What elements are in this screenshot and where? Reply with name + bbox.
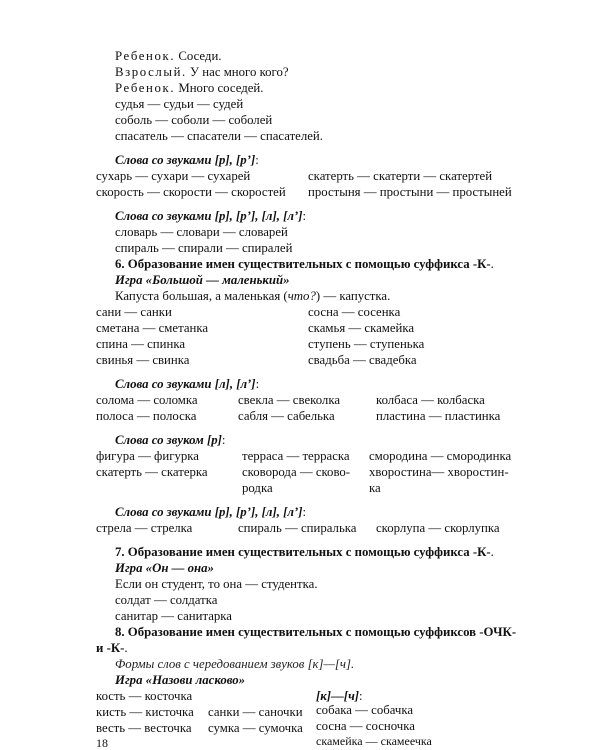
word-triple: спасатель — спасатели — спасателей.: [115, 129, 323, 143]
word-item: спираль — спирали — спиралей: [115, 241, 293, 255]
text-line: санитар — санитарка: [115, 609, 232, 623]
word-cell: свинья — свинка: [96, 353, 190, 367]
word-cell: фигура — фигурка: [96, 449, 199, 463]
text-line: солдат — солдатка: [115, 593, 218, 607]
exercise-title: 6. Образование имен существительных с помощью суффикса -К-.: [115, 257, 494, 271]
section-heading: Слова со звуками [р], [р’]:: [115, 153, 259, 167]
word-cell: скамейка — скамеечка: [316, 734, 432, 748]
note-line: Формы слов с чередованием звуков [к]—[ч].: [115, 657, 355, 671]
word-triple: судья — судьи — судей: [115, 97, 244, 111]
word-cell: сухарь — сухари — сухарей: [96, 169, 251, 183]
word-cell: кость — косточка: [96, 689, 193, 703]
word-cell: скатерть — скатерти — скатертей: [308, 169, 493, 183]
word-cell: свадьба — свадебка: [308, 353, 417, 367]
word-cell: ступень — ступенька: [308, 337, 425, 351]
prompt-line: Капуста большая, а маленькая (что?) — капустка.: [115, 289, 391, 303]
word-cell: сковорода — сково-: [242, 465, 351, 479]
word-cell: сосна — сосенка: [308, 305, 401, 319]
exercise-title: 7. Образование имен существительных с помощью суффикса -К-.: [115, 545, 494, 559]
word-cell: собака — собачка: [316, 703, 414, 717]
game-title: Игра «Назови ласково»: [115, 673, 246, 687]
word-cell: простыня — простыни — простыней: [308, 185, 512, 199]
page-number: 18: [96, 736, 108, 750]
word-cell: спираль — спиралька: [238, 521, 357, 535]
word-cell: солома — соломка: [96, 393, 198, 407]
exercise-title: 8. Образование имен существительных с помощью суффиксов -ОЧК-: [115, 625, 517, 639]
word-item: словарь — словари — словарей: [115, 225, 288, 239]
alt-heading: [к]—[ч]:: [316, 689, 363, 703]
word-cell: сани — санки: [96, 305, 172, 319]
dialogue-line: Взрослый. У нас много кого?: [115, 65, 289, 79]
word-cell: скорость — скорости — скоростей: [96, 185, 286, 199]
game-title: Игра «Он — она»: [115, 561, 214, 575]
word-cell: колбаса — колбаска: [376, 393, 485, 407]
word-cell: пластина — пластинка: [376, 409, 501, 423]
word-cell: полоса — полоска: [96, 409, 197, 423]
word-triple: соболь — соболи — соболей: [115, 113, 273, 127]
dialogue-line: Ребенок. Соседи.: [115, 49, 222, 63]
word-cell: скамья — скамейка: [308, 321, 415, 335]
game-title: Игра «Большой — маленький»: [115, 273, 290, 287]
word-cell: свекла — свеколка: [238, 393, 341, 407]
word-cell: сосна — сосночка: [316, 719, 415, 733]
word-cell: скорлупа — скорлупка: [376, 521, 500, 535]
word-cell: стрела — стрелка: [96, 521, 193, 535]
word-cell: санки — саночки: [208, 705, 303, 719]
word-cell: весть — весточка: [96, 721, 192, 735]
section-heading: Слова со звуком [р]:: [115, 433, 226, 447]
exercise-title-cont: и -К-.: [96, 641, 128, 655]
dialogue-line: Ребенок. Много соседей.: [115, 81, 264, 95]
word-cell: скатерть — скатерка: [96, 465, 208, 479]
word-cell: ка: [369, 481, 381, 495]
word-cell: смородина — смородинка: [369, 449, 512, 463]
section-heading: Слова со звуками [р], [р’], [л], [л’]:: [115, 209, 307, 223]
word-cell: сметана — сметанка: [96, 321, 209, 335]
word-cell: сабля — сабелька: [238, 409, 335, 423]
word-cell: родка: [242, 481, 273, 495]
section-heading: Слова со звуками [л], [л’]:: [115, 377, 260, 391]
section-heading: Слова со звуками [р], [р’], [л], [л’]:: [115, 505, 307, 519]
word-cell: хворостина— хворостин-: [369, 465, 509, 479]
word-cell: спина — спинка: [96, 337, 186, 351]
word-cell: терраса — терраска: [242, 449, 350, 463]
word-cell: сумка — сумочка: [208, 721, 303, 735]
text-line: Если он студент, то она — студентка.: [115, 577, 318, 591]
word-cell: кисть — кисточка: [96, 705, 194, 719]
